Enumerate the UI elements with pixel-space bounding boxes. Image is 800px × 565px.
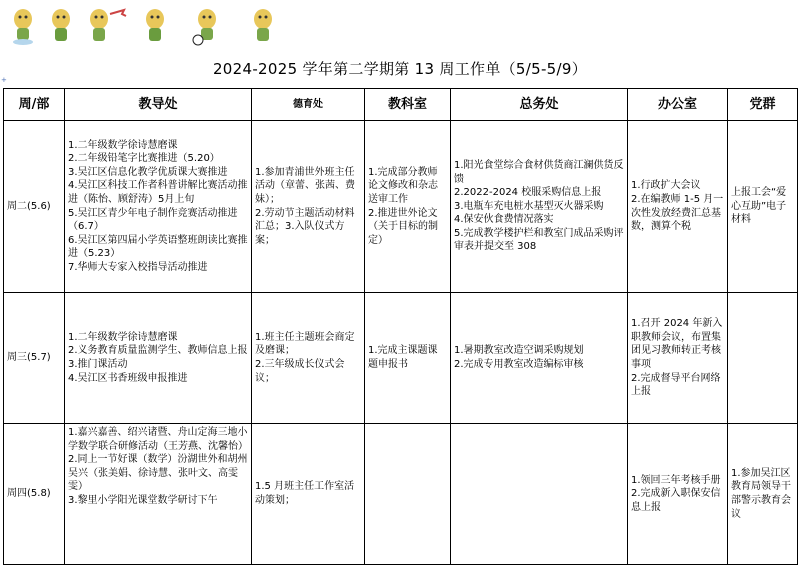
list-item: 3.电瓶车充电桩水基型灭火器采购 bbox=[454, 200, 604, 212]
bangong-cell bbox=[628, 424, 728, 565]
jiaoke-cell bbox=[365, 293, 451, 424]
list-item: 2.完成专用教室改造编标审核 bbox=[454, 359, 584, 370]
list-item: 1.阳光食堂综合食材供货商江澜供货反馈 bbox=[454, 159, 624, 185]
list-item: 1.完成部分教师论文修改和杂志送审工作 bbox=[368, 166, 438, 205]
table-row bbox=[4, 121, 798, 293]
zongwu-cell bbox=[451, 424, 628, 565]
table-row bbox=[4, 424, 798, 565]
list-item: 上报工会“爱心互助”电子材料 bbox=[731, 187, 787, 226]
list-item: 4.保安伙食费情况落实 bbox=[454, 214, 554, 226]
jiaodao-cell bbox=[65, 121, 252, 293]
header-banner bbox=[0, 0, 800, 50]
jiaodao-cell bbox=[65, 424, 252, 565]
header-bangong: 办公室 bbox=[628, 89, 728, 121]
header-jiaodao: 教导处 bbox=[65, 89, 252, 121]
header-jiaoke: 教科室 bbox=[365, 89, 451, 121]
zongwu-cell bbox=[451, 293, 628, 424]
mascot-icon bbox=[140, 6, 170, 46]
list-item: 3.吴江区信息化教学优质课大赛推进 bbox=[68, 166, 228, 178]
day-cell: 周三(5.7) bbox=[4, 293, 65, 424]
list-item: 2.完成新入职保安信息上报 bbox=[631, 488, 721, 513]
list-item: 1.暑期教室改造空调采购规划 bbox=[454, 345, 584, 357]
list-item: 1.行政扩大会议 bbox=[631, 180, 701, 192]
table-row bbox=[4, 293, 798, 424]
list-item: 1.嘉兴嘉善、绍兴诸暨、舟山定海三地小学数学联合研修活动（王芳燕、沈馨怡） bbox=[68, 427, 248, 452]
list-item: 2.推进世外论文（关于目标的制定） bbox=[368, 207, 438, 246]
list-item: 1.班主任主题班会商定及磨课； bbox=[255, 331, 355, 357]
list-item: 3.推门课活动 bbox=[68, 359, 128, 370]
list-item: 1.领回三年考核手册 bbox=[631, 474, 721, 486]
header-dangqun: 党群 bbox=[728, 89, 798, 121]
list-item: 2.2022-2024 校服采购信息上报 bbox=[454, 187, 602, 199]
list-item: 6.吴江区第四届小学英语整班朗读比赛推进（5.23） bbox=[68, 234, 248, 260]
list-item: 4.吴江区科技工作者科普讲解比赛活动推进（陈怡、顾舒涛）5月上旬 bbox=[68, 180, 248, 205]
list-item: 2.二年级铅笔字比赛推进（5.20） bbox=[68, 153, 220, 165]
list-item: 2.同上一节好课（数学）汾湖世外和胡州吴兴（张美娟、徐诗慧、张叶文、高雯雯） bbox=[68, 454, 248, 493]
list-item: 2.三年级成长仪式会议； bbox=[255, 359, 345, 384]
list-item: 1.完成主课题课题申报书 bbox=[368, 345, 438, 370]
dangqun-cell bbox=[728, 424, 798, 565]
header-day: 周/部 bbox=[4, 89, 65, 121]
list-item: 4.吴江区书香班级申报推进 bbox=[68, 372, 188, 384]
mascot-icon bbox=[84, 6, 128, 46]
mascot-icon bbox=[190, 6, 224, 46]
day-cell: 周四(5.8) bbox=[4, 424, 65, 565]
list-item: 1.5 月班主任工作室活动策划； bbox=[255, 481, 355, 506]
list-item: 2.在编教师 1-5 月一次性发放经费汇总基数，测算个税 bbox=[631, 193, 724, 233]
list-item: 1.参加青浦世外班主任活动（章蕾、张茜、费妹）； bbox=[255, 166, 355, 205]
mascot-icon bbox=[46, 6, 76, 46]
list-item: 5.吴江区青少年电子制作竞赛活动推进（6.7） bbox=[68, 207, 238, 233]
table-header-row bbox=[4, 89, 798, 121]
mascot-icon bbox=[8, 6, 38, 46]
deyu-cell bbox=[252, 121, 365, 293]
work-schedule-table bbox=[3, 88, 798, 565]
list-item: 5.完成教学楼护栏和教室门成品采购评审表并提交至 308 bbox=[454, 227, 624, 253]
table-anchor-marker: + bbox=[1, 76, 7, 84]
list-item: 3.黎里小学阳光课堂数学研讨下午 bbox=[68, 494, 218, 506]
list-item: 2.义务教育质量监测学生、教师信息上报 bbox=[68, 345, 248, 357]
deyu-cell bbox=[252, 424, 365, 565]
list-item: 1.参加吴江区教育局领导干部警示教育会议 bbox=[731, 467, 791, 520]
dangqun-cell bbox=[728, 121, 798, 293]
dangqun-cell bbox=[728, 293, 798, 424]
list-item: 7.华师大专家入校指导活动推进 bbox=[68, 261, 208, 273]
list-item: 2.完成督导平台网络上报 bbox=[631, 372, 721, 398]
list-item: 1.召开 2024 年新入职教师会议，布置集团见习教师转正考核事项 bbox=[631, 318, 723, 370]
list-item: 1.二年级数学徐诗慧磨课 bbox=[68, 139, 178, 151]
header-deyu: 德育处 bbox=[252, 89, 365, 121]
bangong-cell bbox=[628, 293, 728, 424]
day-cell: 周二(5.6) bbox=[4, 121, 65, 293]
page-title: 2024-2025 学年第二学期第 13 周工作单（5/5-5/9） bbox=[212, 60, 588, 78]
bangong-cell bbox=[628, 121, 728, 293]
list-item: 1.二年级数学徐诗慧磨课 bbox=[68, 331, 178, 343]
list-item: 2.劳动节主题活动材料汇总；3.入队仪式方案； bbox=[255, 207, 355, 246]
deyu-cell bbox=[252, 293, 365, 424]
mascot-icon bbox=[248, 6, 278, 46]
zongwu-cell bbox=[451, 121, 628, 293]
jiaodao-cell bbox=[65, 293, 252, 424]
header-zongwu: 总务处 bbox=[451, 89, 628, 121]
jiaoke-cell bbox=[365, 424, 451, 565]
jiaoke-cell bbox=[365, 121, 451, 293]
